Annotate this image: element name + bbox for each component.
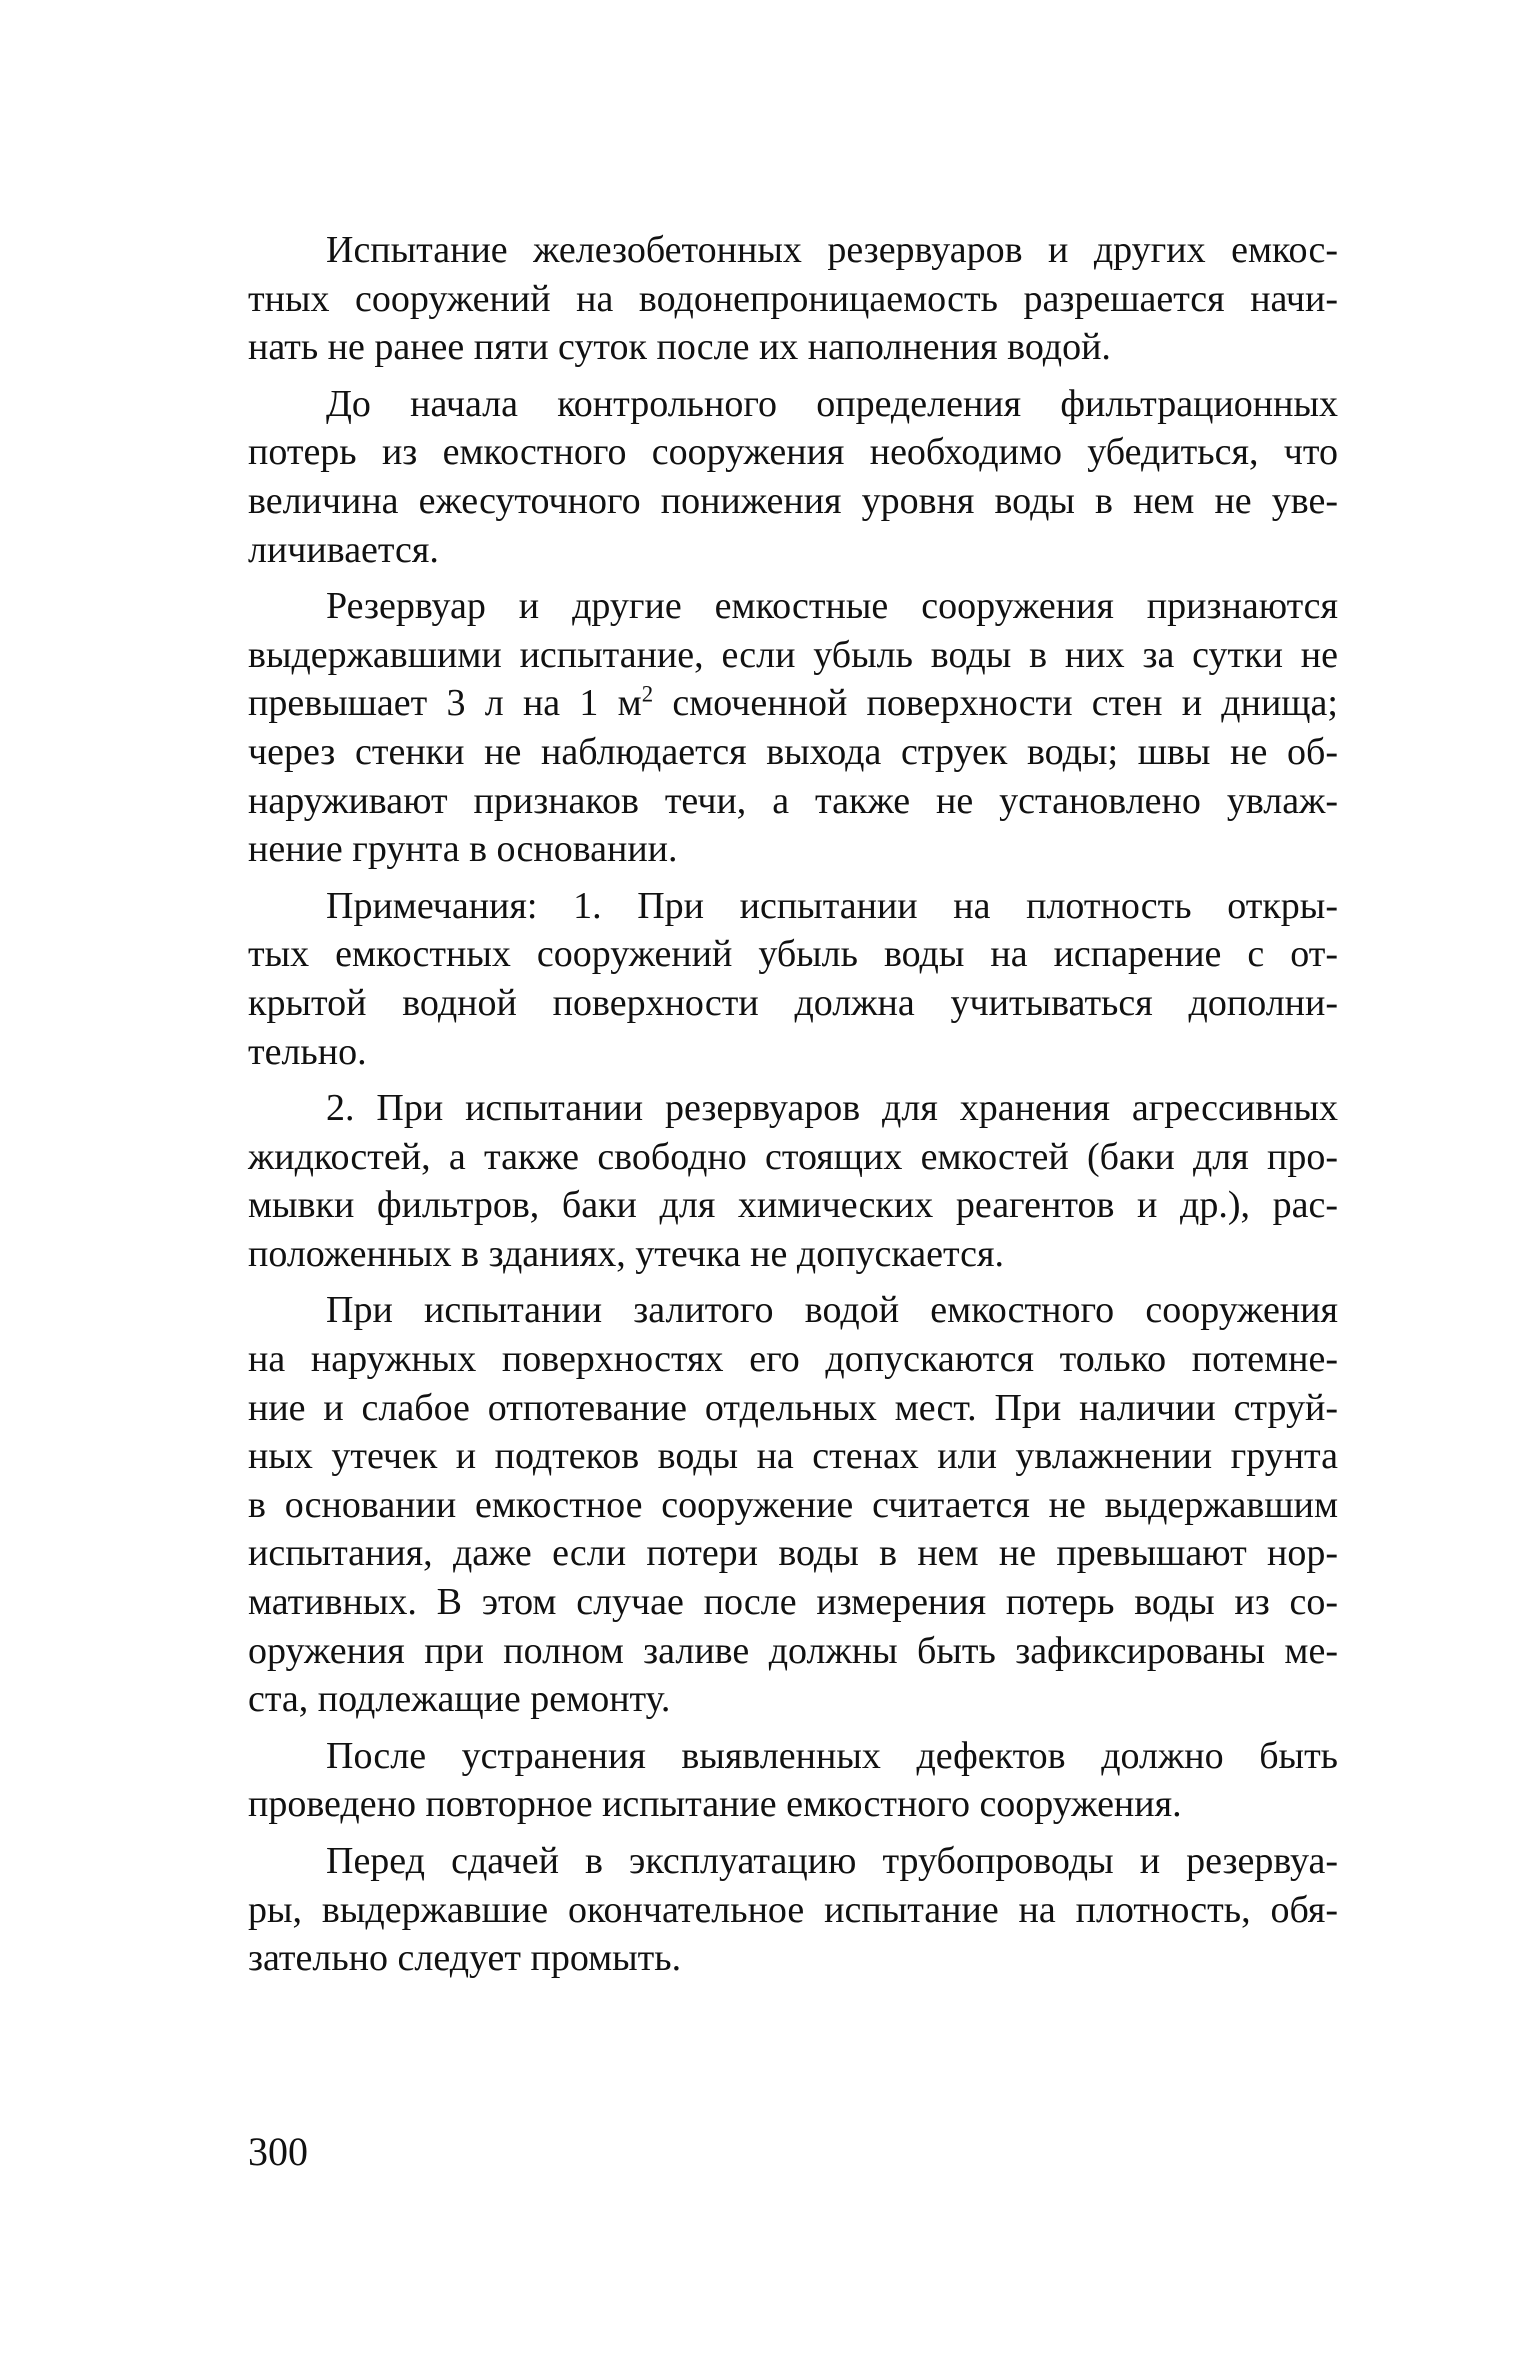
paragraph-outer-surfaces [248, 1286, 1338, 1723]
text-line: зательно следует промыть. [248, 1937, 682, 1980]
text-line: До начала контрольного определения фильтрационных [326, 382, 1338, 425]
text-line: жидкостей, а также свободно стоящих емкостей (баки для про- [248, 1135, 1338, 1178]
text-line: нение грунта в основании. [248, 828, 678, 871]
text-line: нать не ранее пяти суток после их наполнения водой. [248, 326, 1111, 369]
text-line: на наружных поверхностях его допускаются только потемне- [248, 1338, 1338, 1381]
text-line: мативных. В этом случае после измерения потерь воды из со- [248, 1581, 1338, 1624]
text-line: 2. При испытании резервуаров для хранения агрессивных [326, 1087, 1338, 1130]
text-line: наруживают признаков течи, а также не установлено увлаж- [248, 779, 1338, 822]
paragraph-retest [248, 1732, 1338, 1829]
text-line: проведено повторное испытание емкостного сооружения. [248, 1783, 1182, 1826]
text-line: ры, выдержавшие окончательное испытание на плотность, обя- [248, 1888, 1338, 1931]
text-fragment: превышает 3 л на 1 м [248, 682, 642, 725]
text-line: Испытание железобетонных резервуаров и других емкос- [326, 229, 1338, 271]
text-line: ных утечек и подтеков воды на стенах или увлажнении грунта [248, 1435, 1338, 1478]
text-line: потерь из емкостного сооружения необходимо убедиться, что [248, 431, 1338, 474]
page-number: 300 [248, 2129, 308, 2174]
text-line: тных сооружений на водонепроницаемость разрешается начи- [248, 277, 1338, 320]
text-line: в основании емкостное сооружение считается не выдержавшим [248, 1483, 1338, 1526]
text-line-with-superscript [248, 679, 1338, 728]
text-line: При испытании залитого водой емкостного сооружения [326, 1289, 1338, 1332]
text-line: личивается. [248, 528, 439, 571]
text-line: Перед сдачей в эксплуатацию трубопроводы и резервуа- [326, 1840, 1338, 1882]
text-line: Примечания: 1. При испытании на плотность откры- [326, 884, 1338, 927]
text-line: испытания, даже если потери воды в нем не превышают нор- [248, 1532, 1338, 1575]
text-line: тельно. [248, 1030, 367, 1073]
text-line: ста, подлежащие ремонту. [248, 1678, 671, 1721]
paragraph-note-2 [248, 1084, 1338, 1278]
text-line: крытой водной поверхности должна учитываться дополни- [248, 981, 1338, 1024]
paragraph-flushing [248, 1837, 1338, 1983]
page-body [248, 226, 1338, 1983]
text-line: выдержавшими испытание, если убыль воды в них за сутки не [248, 633, 1338, 676]
text-fragment: смоченной поверхности стен и днища; [653, 682, 1338, 725]
text-line: После устранения выявленных дефектов должно быть [326, 1734, 1338, 1777]
paragraph-watertightness-start [248, 226, 1338, 372]
paragraph-acceptance-criteria [248, 582, 1338, 874]
text-line: положенных в зданиях, утечка не допускается. [248, 1232, 1004, 1275]
text-line: оружения при полном заливе должны быть зафиксированы ме- [248, 1629, 1338, 1672]
text-line: величина ежесуточного понижения уровня воды в нем не уве- [248, 479, 1338, 522]
text-line: тых емкостных сооружений убыль воды на испарение с от- [248, 933, 1338, 976]
text-line: Резервуар и другие емкостные сооружения признаются [326, 585, 1338, 628]
paragraph-control-check [248, 380, 1338, 574]
paragraph-note-1 [248, 882, 1338, 1076]
text-line: ние и слабое отпотевание отдельных мест. При наличии струй- [248, 1386, 1338, 1429]
text-line: через стенки не наблюдается выхода струек воды; швы не об- [248, 730, 1338, 773]
superscript: 2 [641, 681, 654, 707]
text-line: мывки фильтров, баки для химических реагентов и др.), рас- [248, 1184, 1338, 1227]
